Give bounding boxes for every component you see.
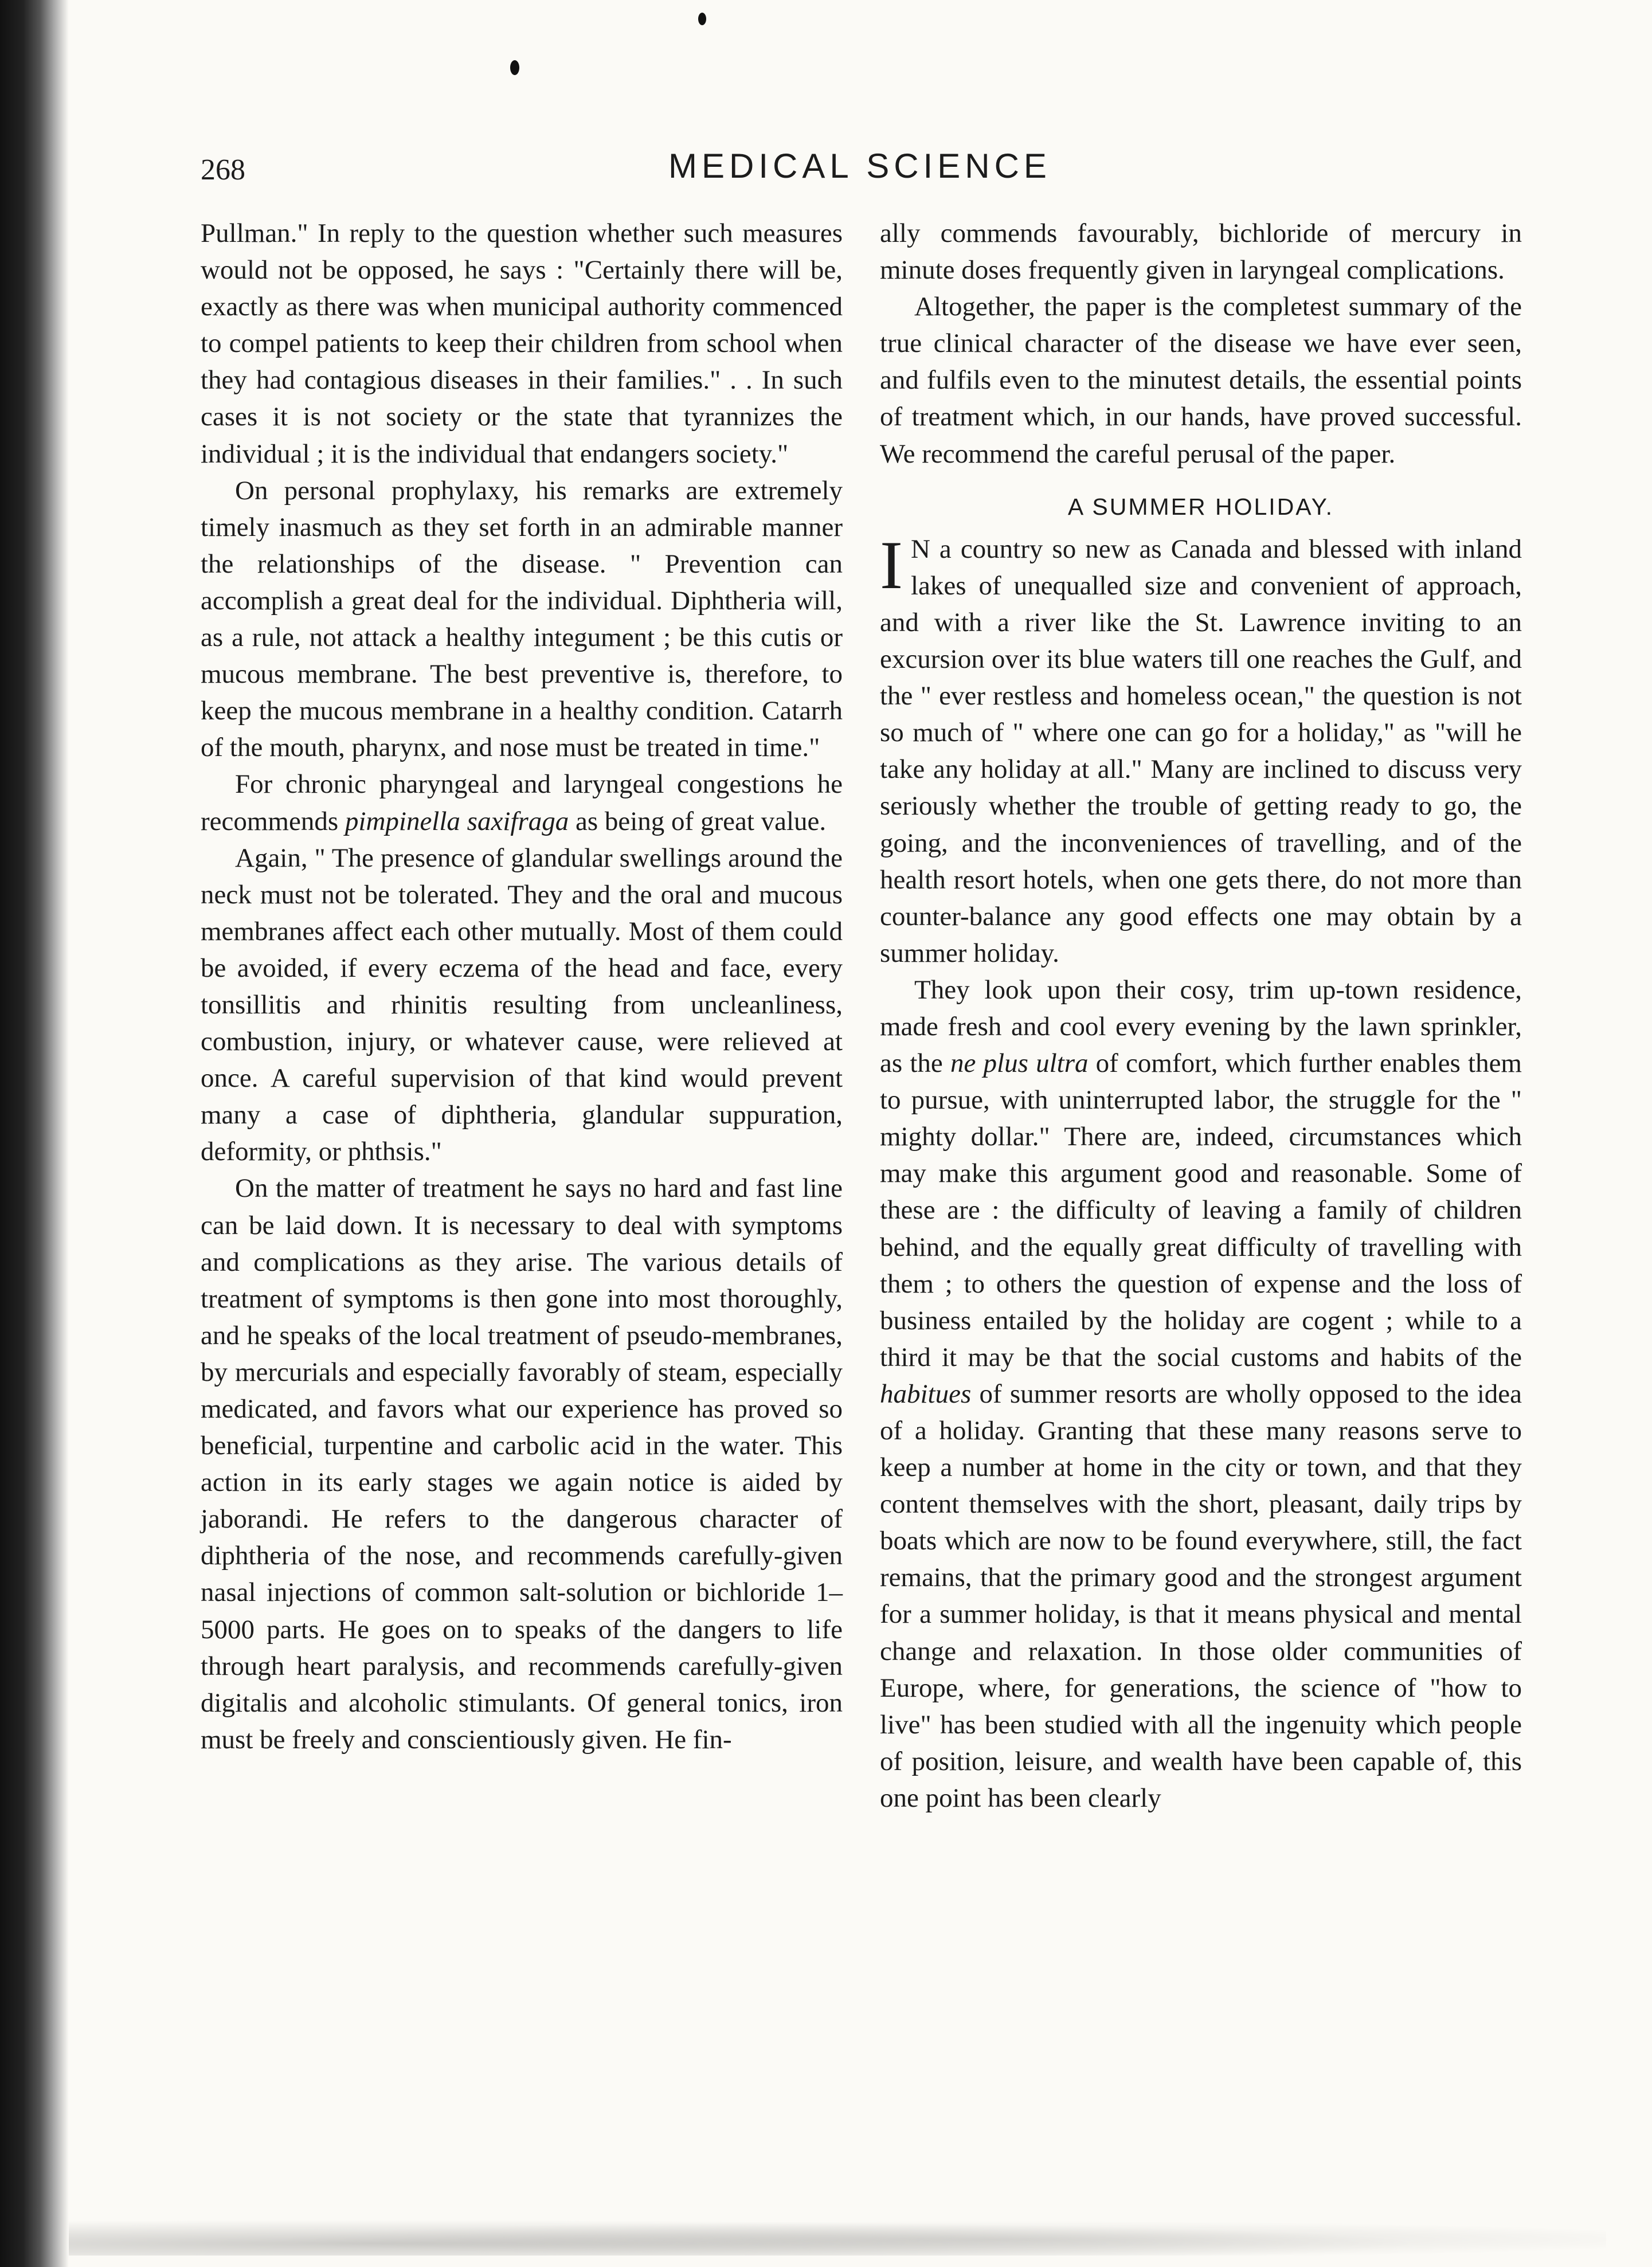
page-bottom-smudge <box>69 2215 1606 2256</box>
paragraph: Again, " The presence of glandular swellings around the neck must not be tolerated. They and the oral and mucous membranes affect each other mutually. Most of them could be avoided, if every eczema of the head and face, every tonsillitis and rhinitis resulting from uncleanliness, combustion, injury, or whatever cause, were relieved at once. A careful supervision of that kind would prevent many a case of diphtheria, glandular suppuration, deformity, or phthsis." <box>201 843 843 1167</box>
paragraph: Altogether, the paper is the completest summary of the true clinical character of the disease we have ever seen, and fulfils even to the minutest details, the essential points of treatment which, in our hands, have proved successful. We recommend the careful perusal of the paper. <box>880 292 1522 469</box>
paragraph-text: of summer resorts are wholly opposed to the idea of a holiday. Granting that these many reasons serve to keep a number at home in the city or town, and that they content themselves with the short, pleasant, daily trips by boats which are now to be found everywhere, still, the fact remains, that the primary good and the strongest argument for a summer holiday, is that it means physical and mental change and relaxation. In those older communities of Europe, where, for generations, the science of "how to live" has been studied with all the ingenuity which people of position, leisure, and wealth have been capable of, this one point has been clearly <box>880 1379 1522 1813</box>
page-number: 268 <box>201 154 245 186</box>
paragraph-text: as being of great value. <box>569 806 827 836</box>
french-term: habitues <box>880 1379 972 1409</box>
right-column <box>880 215 1522 1816</box>
paragraph: Pullman." In reply to the question whether such measures would not be opposed, he says : "Certainly there will be, exactly as there was when municipal authority commenced to compel patients to keep their children from school when they had contagious diseases in their families." . . In such cases it is not society or the state that tyrannizes the individual ; it is the individual that endangers society." <box>201 218 843 469</box>
running-title: MEDICAL SCIENCE <box>668 147 1051 185</box>
paragraph <box>201 766 843 839</box>
page-binding-shadow <box>0 0 69 2267</box>
paragraph-text: For chronic pharyngeal and laryngeal congestions he recommends <box>201 769 843 836</box>
paragraph: ally commends favourably, bichloride of mercury in minute doses frequently given in laryngeal complications. <box>880 218 1522 285</box>
ink-speck <box>698 13 706 25</box>
section-heading: A SUMMER HOLIDAY. <box>1067 493 1334 520</box>
drop-cap: I <box>880 526 903 603</box>
ink-speck <box>510 60 519 75</box>
paragraph: On personal prophylaxy, his remarks are extremely timely inasmuch as they set forth in an admirable manner the relationships of the disease. " Prevention can accomplish a great deal for the individual. Diphtheria will, as a rule, not attack a healthy integument ; be this cutis or mucous membrane. The best preventive is, therefore, to keep the mucous membrane in a healthy condition. Catarrh of the mouth, pharynx, and nose must be treated in time." <box>201 475 843 763</box>
left-column <box>201 215 843 1758</box>
paragraph <box>880 526 1522 972</box>
paragraph-text: N a country so new as Canada and blessed with inland lakes of unequalled size and convenient of approach, and with a river like the St. Lawrence inviting to an excursion over its blue waters till one reaches the Gulf, and the " ever restless and homeless ocean," the question is not so much of " where one can go for a holiday," as "will he take any holiday at all." Many are inclined to discuss very seriously whether the trouble of getting ready to go, the going, and the inconveniences of travelling, and of the health resort hotels, when one gets there, do not more than counter-balance any good effects one may obtain by a summer holiday. <box>880 534 1522 968</box>
paragraph-text: of comfort, which further enables them to pursue, with uninterrupted labor, the struggle for the " mighty dollar." There are, indeed, circumstances which may make this argument good and reasonable. Some of these are : the difficulty of leaving a family of children behind, and the equally great difficulty of travelling with them ; to others the question of expense and the loss of business entailed by the holiday are cogent ; while to a third it may be that the social customs and habits of the <box>880 1048 1522 1372</box>
paragraph-text: They look upon their cosy, trim up-town residence, made fresh and cool every evening by the lawn sprinkler, as the <box>880 974 1522 1079</box>
paragraph <box>880 972 1522 1816</box>
latin-term: ne plus ultra <box>950 1048 1089 1079</box>
page-header <box>201 146 1519 192</box>
paragraph: On the matter of treatment he says no hard and fast line can be laid down. It is necessary to deal with symptoms and complications as they arise. The various details of treatment of symptoms is then gone into most thoroughly, and he speaks of the local treatment of pseudo-membranes, by mercurials and especially favorably of steam, especially medicated, and favors what our experience has proved so beneficial, turpentine and carbolic acid in the water. This action in its early stages we again notice is aided by jaborandi. He refers to the dangerous character of diphtheria of the nose, and recommends carefully-given nasal injections of common salt-solution or bichloride 1–5000 parts. He goes on to speaks of the dangers to life through heart paralysis, and recommends carefully-given digitalis and alcoholic stimulants. Of general tonics, iron must be freely and conscientiously given. He fin- <box>201 1173 843 1755</box>
latin-term: pimpinella saxifraga <box>345 806 569 836</box>
